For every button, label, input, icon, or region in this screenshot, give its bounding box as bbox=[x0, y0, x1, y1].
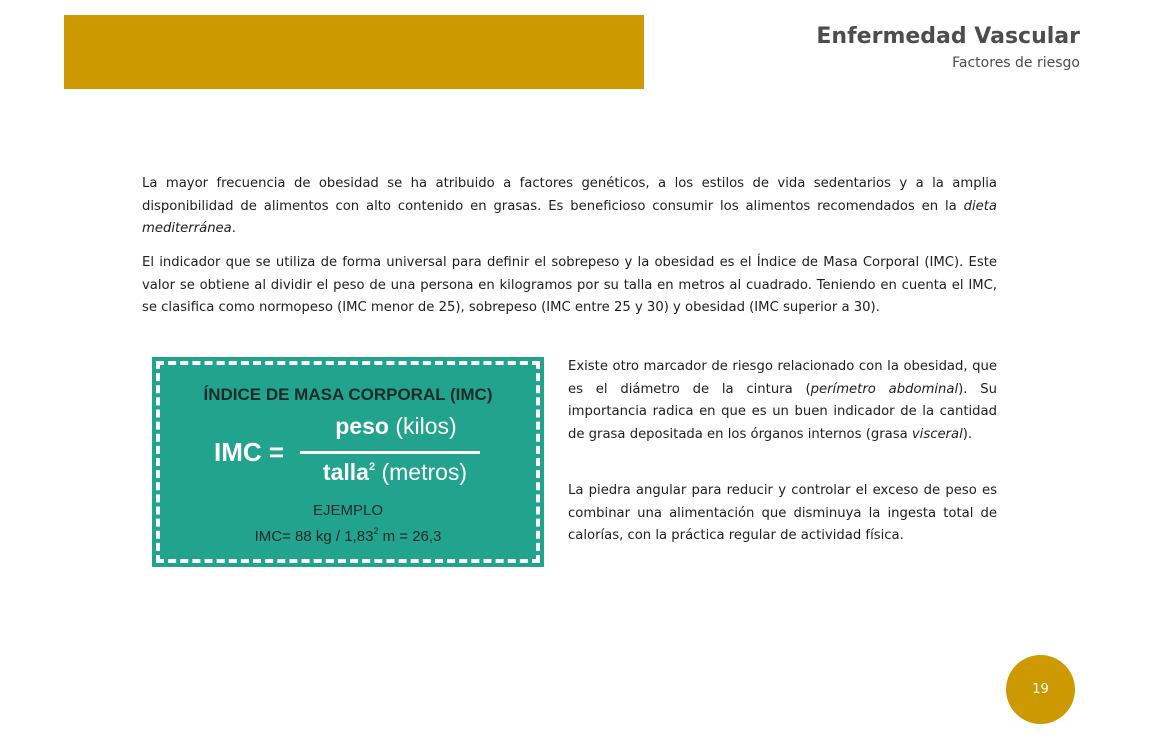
numerator-rest: (kilos) bbox=[388, 413, 457, 439]
paragraph-obesity-causes bbox=[142, 173, 997, 241]
paragraph-text-c: ). bbox=[962, 426, 973, 442]
paragraph-imc-definition: El indicador que se utiliza de forma universal para definir el sobrepeso y la obesidad es el Índice de Masa Corporal (IMC). Este valor se obtiene al dividir el peso de una persona en kilogramos por su talla en metros al cuadrado. Teniendo en cuenta el IMC, se clasifica como normopeso (IMC menor de 25), sobrepeso (IMC entre 25 y 30) y obesidad (IMC superior a 30). bbox=[142, 255, 997, 315]
imc-box-heading: ÍNDICE DE MASA CORPORAL (IMC) bbox=[203, 385, 493, 404]
paragraph-text-b: ). Su importancia radica en que es un buen indicador de la cantidad de grasa depositada en los órganos internos (grasa bbox=[568, 381, 997, 442]
example-formula bbox=[160, 526, 536, 545]
emphasis-perimetro: perímetro abdominal bbox=[810, 381, 959, 397]
page-number-badge: 19 bbox=[1006, 655, 1075, 724]
paragraph-text-a: Existe otro marcador de riesgo relacionado con la obesidad, que es el diámetro de la cintura ( bbox=[568, 359, 997, 397]
paragraph-waist-marker bbox=[568, 356, 997, 446]
fraction-line bbox=[300, 451, 480, 454]
example-exponent: 2 bbox=[373, 526, 379, 536]
emphasis-visceral: visceral bbox=[911, 426, 963, 442]
paragraph-weight-control: La piedra angular para reducir y controlar el exceso de peso es combinar una alimentación que disminuya la ingesta total de calorías, con la práctica regular de actividad física. bbox=[568, 483, 997, 543]
numerator-bold: peso bbox=[335, 413, 389, 439]
imc-formula-box bbox=[156, 361, 540, 563]
denominator-exponent: 2 bbox=[368, 461, 376, 473]
formula-numerator bbox=[308, 413, 484, 440]
denominator-bold: talla bbox=[322, 459, 369, 485]
denominator-rest: (metros) bbox=[375, 459, 468, 485]
paragraph-text: La mayor frecuencia de obesidad se ha atribuido a factores genéticos, a los estilos de vida sedentarios y a la amplia disponibilidad de alimentos con alto contenido en grasas. Es beneficioso consumir los alimentos recomendados en la bbox=[142, 176, 997, 214]
formula-denominator bbox=[306, 459, 484, 486]
example-formula-b: m = 26,3 bbox=[378, 528, 442, 545]
emphasis-text: dieta mediterránea bbox=[142, 198, 997, 236]
imc-formula-label: IMC = bbox=[214, 437, 285, 467]
example-formula-a: IMC= 88 kg / 1,83 bbox=[254, 528, 374, 545]
header-color-bar bbox=[64, 15, 644, 89]
paragraph-text-end: . bbox=[231, 221, 236, 236]
document-title: Enfermedad Vascular bbox=[816, 24, 1080, 49]
example-title: EJEMPLO bbox=[312, 502, 384, 519]
document-subtitle: Factores de riesgo bbox=[952, 55, 1080, 71]
